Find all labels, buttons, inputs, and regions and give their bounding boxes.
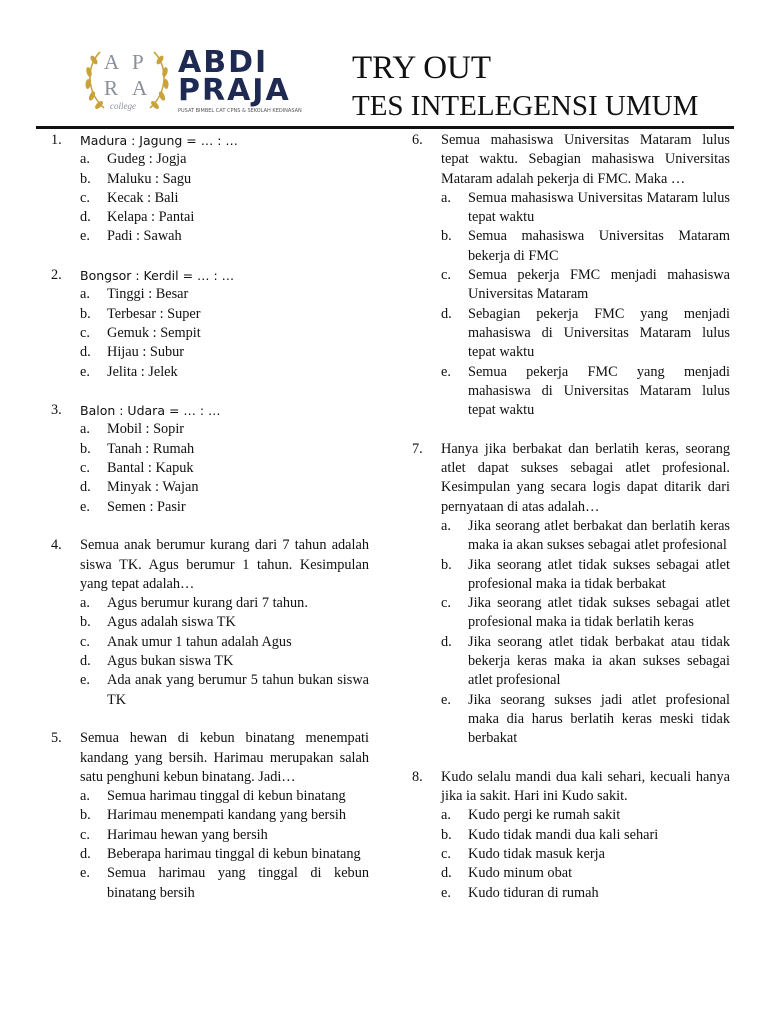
- brand-name-bottom: PRAJA: [178, 73, 291, 108]
- option-letter: e.: [80, 498, 90, 515]
- answer-option: [51, 420, 369, 439]
- question-number: 6.: [412, 132, 423, 148]
- option-text: Jika seorang atlet berbakat dan berlatih keras maka ia akan sukses sebagai atlet profesional: [468, 517, 730, 554]
- question-text: Semua mahasiswa Universitas Mataram lulus tepat waktu. Sebagian mahasiswa Universitas Mataram adalah pekerja di FMC. Maka …: [441, 132, 730, 187]
- answer-option: [51, 459, 369, 478]
- option-letter: a.: [441, 807, 451, 824]
- option-text: Mobil : Sopir: [107, 421, 185, 438]
- option-letter: e.: [80, 228, 90, 245]
- option-letter: c.: [441, 595, 451, 612]
- option-letter: b.: [80, 440, 91, 457]
- apra-college-logo: [82, 44, 172, 116]
- answer-option: [51, 227, 369, 246]
- answer-option: [412, 633, 730, 691]
- answer-option: [51, 864, 369, 903]
- brand-tagline: PUSAT BIMBEL CAT CPNS & SEKOLAH KEDINASAN: [178, 108, 302, 114]
- option-letter: c.: [441, 845, 451, 862]
- option-text: Semua pekerja FMC menjadi mahasiswa Universitas Mataram: [468, 267, 730, 303]
- option-letter: a.: [441, 189, 451, 206]
- question-item: [51, 401, 369, 517]
- answer-options: [51, 420, 369, 516]
- answer-option: [51, 652, 369, 671]
- answer-option: [51, 845, 369, 864]
- option-text: Gudeg : Jogja: [107, 151, 187, 168]
- answer-option: [51, 208, 369, 227]
- answer-option: [51, 826, 369, 845]
- option-text: Tanah : Rumah: [107, 440, 195, 457]
- option-text: Hijau : Subur: [107, 344, 185, 361]
- option-text: Sebagian pekerja FMC yang menjadi mahasiswa di Universitas Mataram lulus tepat waktu: [468, 305, 730, 361]
- page-title: TRY OUT: [352, 50, 492, 86]
- answer-options: [51, 787, 369, 903]
- question-number: 8.: [412, 768, 423, 785]
- option-text: Kecak : Bali: [107, 189, 179, 206]
- option-letter: d.: [441, 633, 452, 650]
- page-subtitle: TES INTELEGENSI UMUM: [352, 90, 699, 122]
- option-letter: e.: [80, 363, 90, 380]
- question-text: Semua hewan di kebun binatang menempati kandang yang bersih. Harimau merupakan salah satu penghuni kebun binatang. Jadi…: [80, 730, 369, 785]
- option-text: Ada anak yang berumur 5 tahun bukan siswa TK: [107, 672, 369, 708]
- option-letter: d.: [80, 845, 91, 862]
- answer-option: [412, 189, 730, 228]
- brand-name-top: ABDI: [178, 45, 269, 80]
- question-number: 3.: [51, 402, 62, 419]
- answer-option: [51, 787, 369, 806]
- answer-option: [412, 227, 730, 266]
- answer-option: [51, 170, 369, 189]
- option-text: Padi : Sawah: [107, 228, 182, 245]
- answer-option: [51, 671, 369, 710]
- question-text: Hanya jika berbakat dan berlatih keras, seorang atlet dapat sukses sebagai atlet profesional. Kesimpulan yang secara logis dapat ditarik dari pernyataan di atas adalah…: [441, 440, 730, 515]
- option-text: Jika seorang atlet tidak berbakat atau tidak bekerja keras maka ia akan sukses sebagai atlet profesional: [468, 633, 730, 689]
- option-text: Agus bukan siswa TK: [107, 653, 234, 670]
- answer-option: [412, 806, 730, 825]
- option-text: Terbesar : Super: [107, 305, 201, 322]
- answer-options: [412, 189, 730, 421]
- answer-option: [412, 864, 730, 883]
- option-text: Beberapa harimau tinggal di kebun binatang: [107, 845, 361, 862]
- answer-options: [412, 517, 730, 749]
- option-letter: c.: [441, 267, 451, 284]
- option-text: Jika seorang atlet tidak sukses sebagai atlet profesional maka ia tidak berbakat: [468, 556, 730, 592]
- question-text: Kudo selalu mandi dua kali sehari, kecuali hanya jika ia sakit. Hari ini Kudo sakit.: [441, 768, 730, 805]
- answer-option: [412, 305, 730, 363]
- option-letter: d.: [80, 344, 91, 361]
- option-text: Semua mahasiswa Universitas Mataram bekerja di FMC: [468, 228, 730, 264]
- left-column: [51, 131, 369, 922]
- answer-options: [51, 150, 369, 246]
- option-letter: b.: [441, 228, 452, 245]
- option-text: Semen : Pasir: [107, 498, 186, 515]
- option-letter: a.: [80, 421, 90, 438]
- option-text: Kudo pergi ke rumah sakit: [468, 807, 621, 824]
- abdi-praja-logo: [82, 44, 312, 116]
- option-letter: a.: [80, 788, 90, 805]
- question-text: Bongsor : Kerdil = … : …: [80, 268, 235, 284]
- answer-option: [412, 826, 730, 845]
- option-letter: e.: [441, 884, 451, 901]
- question-item: [51, 729, 369, 903]
- logo-letter: R: [104, 76, 123, 100]
- option-letter: c.: [80, 633, 90, 650]
- option-letter: e.: [80, 865, 90, 882]
- header-divider: [36, 126, 734, 129]
- answer-option: [51, 305, 369, 324]
- answer-option: [51, 498, 369, 517]
- answer-options: [51, 594, 369, 710]
- option-letter: b.: [80, 170, 91, 187]
- option-text: Tinggi : Besar: [107, 286, 189, 303]
- answer-option: [51, 806, 369, 825]
- option-letter: d.: [80, 479, 91, 496]
- option-text: Jelita : Jelek: [107, 363, 178, 380]
- option-text: Kudo tiduran di rumah: [468, 884, 599, 901]
- option-text: Anak umur 1 tahun adalah Agus: [107, 633, 292, 650]
- answer-option: [51, 343, 369, 362]
- answer-option: [51, 633, 369, 652]
- option-text: Kudo tidak masuk kerja: [468, 845, 605, 862]
- question-item: [412, 768, 730, 903]
- option-letter: a.: [80, 595, 90, 612]
- question-number: 4.: [51, 537, 62, 554]
- answer-option: [412, 594, 730, 633]
- question-item: [51, 266, 369, 382]
- question-item: [51, 536, 369, 710]
- answer-option: [412, 691, 730, 749]
- answer-option: [51, 189, 369, 208]
- question-number: 7.: [412, 440, 423, 457]
- option-letter: a.: [441, 517, 451, 534]
- answer-option: [51, 285, 369, 304]
- option-letter: e.: [80, 672, 90, 689]
- option-letter: a.: [80, 286, 90, 303]
- option-letter: d.: [441, 865, 452, 882]
- option-letter: b.: [441, 556, 452, 573]
- option-letter: d.: [441, 305, 452, 322]
- answer-option: [51, 613, 369, 632]
- option-letter: c.: [80, 324, 90, 341]
- option-letter: b.: [80, 807, 91, 824]
- answer-option: [412, 884, 730, 903]
- option-letter: b.: [80, 614, 91, 631]
- option-letter: c.: [80, 460, 90, 477]
- option-letter: d.: [80, 653, 91, 670]
- answer-option: [51, 150, 369, 169]
- question-number: 1.: [51, 132, 62, 148]
- answer-option: [412, 556, 730, 595]
- option-text: Agus adalah siswa TK: [107, 614, 236, 631]
- answer-options: [412, 806, 730, 902]
- question-item: [412, 440, 730, 749]
- option-letter: d.: [80, 209, 91, 226]
- logo-college-text: college: [110, 101, 136, 111]
- answer-option: [51, 440, 369, 459]
- question-item: [412, 131, 730, 420]
- logo-letter: P: [132, 50, 148, 74]
- option-text: Gemuk : Sempit: [107, 324, 201, 341]
- answer-option: [412, 363, 730, 421]
- option-text: Maluku : Sagu: [107, 170, 192, 187]
- option-text: Kudo tidak mandi dua kali sehari: [468, 826, 659, 843]
- option-text: Semua mahasiswa Universitas Mataram lulus tepat waktu: [468, 189, 730, 226]
- option-letter: b.: [441, 826, 452, 843]
- option-letter: e.: [441, 691, 451, 708]
- option-text: Kelapa : Pantai: [107, 209, 195, 226]
- option-text: Jika seorang atlet tidak sukses sebagai atlet profesional maka ia tidak berlatih keras: [468, 595, 730, 631]
- answer-option: [412, 266, 730, 305]
- option-letter: e.: [441, 363, 451, 380]
- option-text: Harimau menempati kandang yang bersih: [107, 807, 346, 824]
- option-text: Kudo minum obat: [468, 865, 573, 882]
- answer-option: [51, 324, 369, 343]
- answer-option: [412, 845, 730, 864]
- option-letter: c.: [80, 189, 90, 206]
- answer-option: [412, 517, 730, 556]
- question-item: [51, 131, 369, 247]
- question-number: 2.: [51, 267, 62, 284]
- option-letter: a.: [80, 151, 90, 168]
- question-text: Madura : Jagung = … : …: [80, 133, 238, 148]
- option-text: Minyak : Wajan: [107, 479, 199, 496]
- option-text: Semua pekerja FMC yang menjadi mahasiswa di Universitas Mataram lulus tepat waktu: [468, 363, 730, 419]
- option-letter: c.: [80, 826, 90, 843]
- answer-option: [51, 363, 369, 382]
- logo-letter: A: [104, 50, 124, 74]
- question-text: Balon : Udara = … : …: [80, 403, 221, 419]
- option-letter: b.: [80, 305, 91, 322]
- option-text: Agus berumur kurang dari 7 tahun.: [107, 595, 308, 612]
- right-column: [412, 131, 730, 922]
- page-header: [0, 0, 768, 128]
- option-text: Semua harimau tinggal di kebun binatang: [107, 788, 346, 805]
- question-text: Semua anak berumur kurang dari 7 tahun adalah siswa TK. Agus berumur 1 tahun. Kesimpulan yang tepat adalah…: [80, 537, 369, 592]
- logo-letter: A: [132, 76, 152, 100]
- question-number: 5.: [51, 730, 62, 747]
- answer-options: [51, 285, 369, 381]
- option-text: Jika seorang sukses jadi atlet profesional maka dia harus berlatih keras meski tidak berbakat: [468, 691, 730, 747]
- option-text: Bantal : Kapuk: [107, 460, 194, 477]
- answer-option: [51, 478, 369, 497]
- option-text: Semua harimau yang tinggal di kebun binatang bersih: [107, 865, 369, 901]
- answer-option: [51, 594, 369, 613]
- option-text: Harimau hewan yang bersih: [107, 826, 268, 843]
